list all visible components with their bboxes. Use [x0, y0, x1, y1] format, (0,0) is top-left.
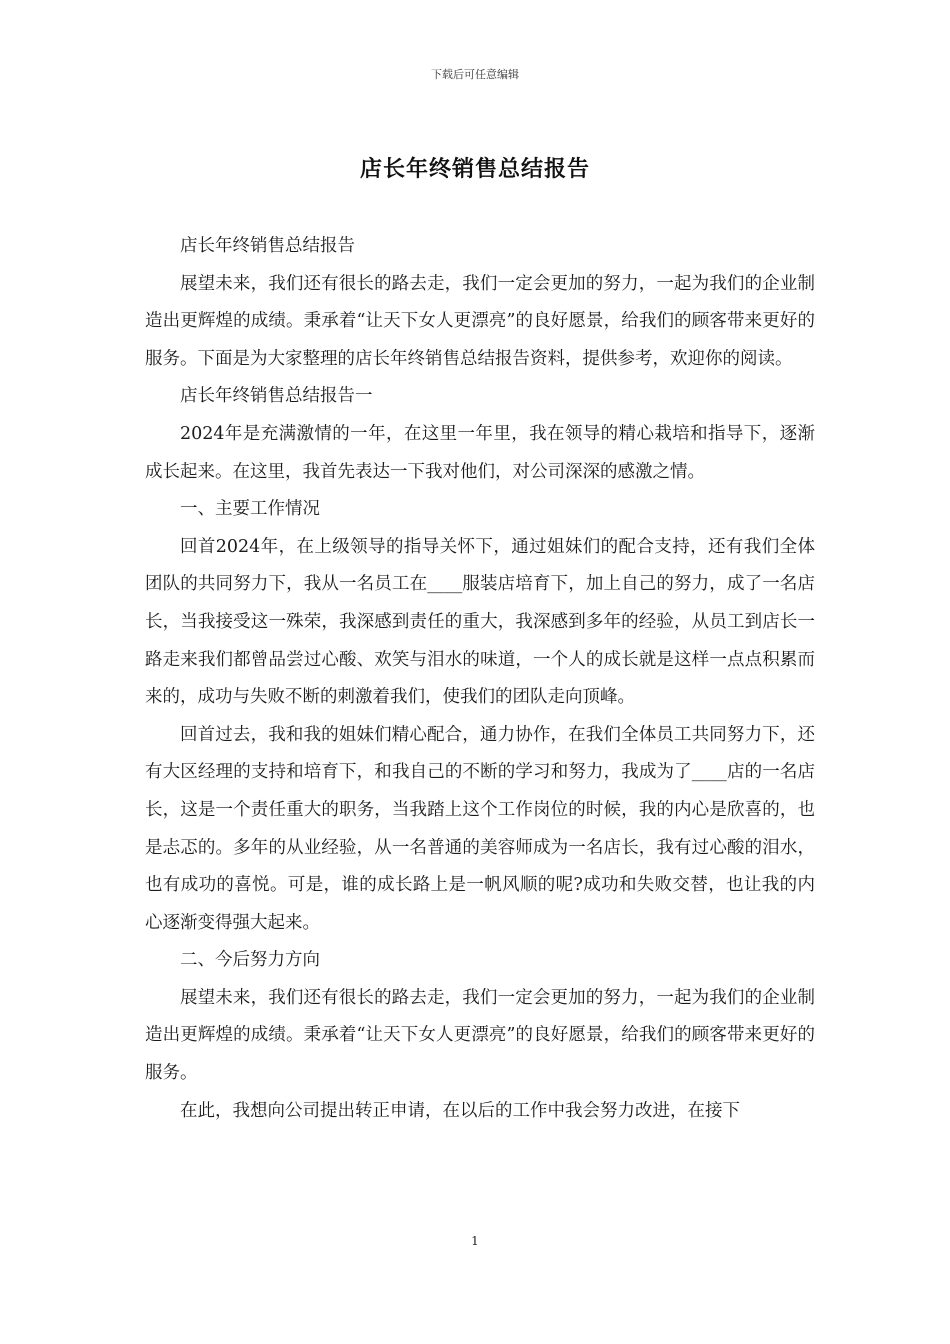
paragraph-application: 在此，我想向公司提出转正申请，在以后的工作中我会努力改进，在接下 [180, 1100, 740, 1121]
section-heading-future-direction: 二、今后努力方向 [180, 950, 320, 971]
page-number: 1 [471, 1234, 479, 1248]
paragraph-year-summary: 2024年是充满激情的一年，在这里一年里，我在领导的精心栽培和指导下，逐渐成长起来。在这里，我首先表达一下我对他们，对公司深深的感激之情。 [145, 423, 815, 482]
document-title: 店长年终销售总结报告 [359, 156, 590, 182]
paragraph-intro-heading: 店长年终销售总结报告 [180, 236, 355, 256]
document-body [145, 228, 815, 1130]
paragraph-main-work: 回首2024年，在上级领导的指导关怀下，通过姐妹们的配合支持，还有我们全体团队的共同努力下，我从一名员工在____服装店培育下，加上自己的努力，成了一名店长，当我接受这一殊荣，我深感到责任的重大，我深感到多年的经验，从员工到店长一路走来我们都曾品尝过心酸、欢笑与泪水的味道，一个人的成长就是这样一点点积累而来的，成功与失败不断的刺激着我们，使我们的团队走向顶峰。 [145, 536, 815, 708]
section-heading-main-work: 一、主要工作情况 [180, 499, 320, 520]
paragraph-future: 展望未来，我们还有很长的路去走，我们一定会更加的努力，一起为我们的企业制造出更辉煌的成绩。秉承着“让天下女人更漂亮”的良好愿景，给我们的顾客带来更好的服务。 [145, 987, 815, 1084]
header-note: 下载后可任意编辑 [431, 68, 519, 81]
paragraph-report-one-heading: 店长年终销售总结报告一 [180, 386, 373, 407]
paragraph-looking-back: 回首过去，我和我的姐妹们精心配合，通力协作，在我们全体员工共同努力下，还有大区经理的支持和培育下，和我自己的不断的学习和努力，我成为了____店的一名店长，这是一个责任重大的职务，当我踏上这个工作岗位的时候，我的内心是欣喜的，也是忐忑的。多年的从业经验，从一名普通的美容师成为一名店长，我有过心酸的泪水，也有成功的喜悦。可是，谁的成长路上是一帆风顺的呢?成功和失败交替，也让我的内心逐渐变得强大起来。 [145, 724, 815, 933]
paragraph-intro: 展望未来，我们还有很长的路去走，我们一定会更加的努力，一起为我们的企业制造出更辉煌的成绩。秉承着“让天下女人更漂亮”的良好愿景，给我们的顾客带来更好的服务。下面是为大家整理的店长年终销售总结报告资料，提供参考，欢迎你的阅读。 [145, 273, 815, 369]
